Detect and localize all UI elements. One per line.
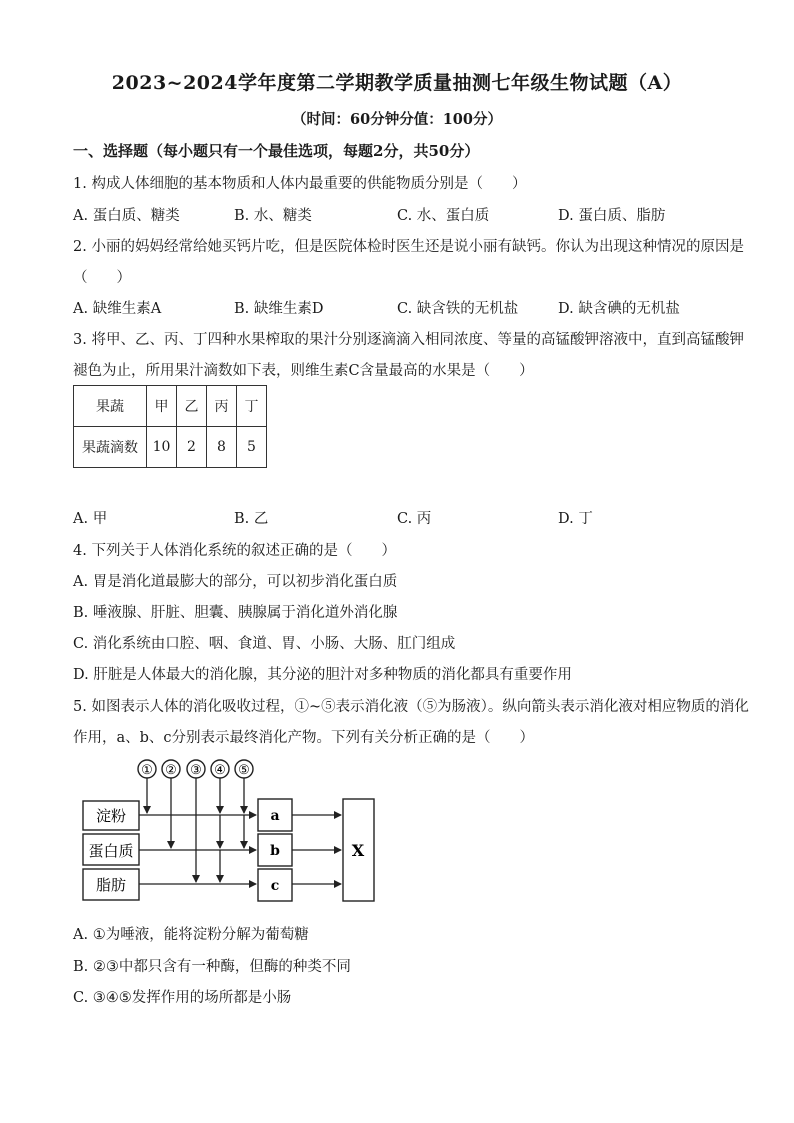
table-header-cell: 丁 (237, 386, 267, 427)
product-boxes (258, 799, 292, 901)
juice-label-5: ⑤ (238, 763, 250, 778)
table-cell: 果蔬滴数 (74, 427, 147, 468)
question-1-option-d: D. 蛋白质、脂肪 (558, 208, 666, 224)
question-1-option-c: C. 水、蛋白质 (397, 208, 490, 224)
product-label-c: c (270, 878, 280, 894)
question-3-option-a: A. 甲 (73, 511, 108, 527)
juice-label-1: ① (141, 763, 153, 778)
question-2-option-c: C. 缺含铁的无机盐 (397, 301, 519, 317)
substance-label-starch: 淀粉 (95, 807, 127, 825)
digestion-diagram (80, 758, 380, 908)
table-header-cell: 丙 (207, 386, 237, 427)
section-heading: 一、选择题（每小题只有一个最佳选项，每题2分，共50分） (73, 142, 480, 160)
table-cell: 2 (177, 427, 207, 468)
question-1-stem: 1. 构成人体细胞的基本物质和人体内最重要的供能物质分别是（ ） (73, 176, 527, 192)
question-5-option-a: A. ①为唾液，能将淀粉分解为葡萄糖 (73, 927, 309, 943)
juice-label-2: ② (165, 763, 177, 778)
question-3-stem: 3. 将甲、乙、丙、丁四种水果榨取的果汁分别逐滴滴入相同浓度、等量的高锰酸钾溶液中，直到高锰酸钾 (73, 332, 744, 348)
table-header-cell: 甲 (147, 386, 177, 427)
target-label-x: X (351, 841, 365, 860)
question-4-option-a: A. 胃是消化道最膨大的部分，可以初步消化蛋白质 (73, 574, 398, 590)
question-1-option-b: B. 水、糖类 (234, 208, 312, 224)
exam-subtitle: （时间：60分钟分值：100分） (292, 111, 502, 128)
table-header-cell: 乙 (177, 386, 207, 427)
question-2-option-d: D. 缺含碘的无机盐 (558, 301, 680, 317)
exam-title: 2023~2024学年度第二学期教学质量抽测七年级生物试题（A） (111, 72, 683, 94)
question-4-option-b: B. 唾液腺、肝脏、胆囊、胰腺属于消化道外消化腺 (73, 605, 398, 621)
question-2-stem: 2. 小丽的妈妈经常给她买钙片吃，但是医院体检时医生还是说小丽有缺钙。你认为出现这种情况的原因是 (73, 239, 744, 255)
question-3-stem-cont: 褪色为止，所用果汁滴数如下表，则维生素C含量最高的水果是（ ） (73, 363, 534, 379)
fruit-drops-table (73, 385, 267, 468)
juice-label-4: ④ (214, 763, 226, 778)
substance-boxes (83, 801, 139, 900)
juice-label-3: ③ (190, 763, 202, 778)
table-cell: 5 (237, 427, 267, 468)
question-3-option-d: D. 丁 (558, 511, 593, 527)
flow-lines (139, 815, 256, 884)
question-3-option-c: C. 丙 (397, 511, 432, 527)
question-2-option-a: A. 缺维生素A (73, 301, 162, 317)
product-label-a: a (270, 808, 280, 824)
question-5-option-b: B. ②③中都只含有一种酶，但酶的种类不同 (73, 959, 351, 975)
absorption-arrows (292, 815, 341, 884)
question-3-option-b: B. 乙 (234, 511, 269, 527)
question-5-stem-cont: 作用，a、b、c分别表示最终消化产物。下列有关分析正确的是（ ） (73, 730, 535, 746)
question-5-option-c: C. ③④⑤发挥作用的场所都是小肠 (73, 990, 292, 1006)
table-row (74, 427, 267, 468)
juice-circles (138, 760, 253, 778)
question-2-stem-cont: （ ） (73, 270, 131, 286)
table-header-cell: 果蔬 (74, 386, 147, 427)
question-5-stem: 5. 如图表示人体的消化吸收过程，①~⑤表示消化液（⑤为肠液）。纵向箭头表示消化液对相应物质的消化 (73, 699, 749, 715)
question-4-stem: 4. 下列关于人体消化系统的叙述正确的是（ ） (73, 543, 396, 559)
table-header-row (74, 386, 267, 427)
question-4-option-c: C. 消化系统由口腔、咽、食道、胃、小肠、大肠、肛门组成 (73, 636, 456, 652)
question-1-option-a: A. 蛋白质、糖类 (73, 208, 180, 224)
question-2-option-b: B. 缺维生素D (234, 301, 324, 317)
juice-arrows (147, 778, 244, 882)
substance-label-fat: 脂肪 (95, 876, 127, 894)
table-cell: 8 (207, 427, 237, 468)
product-label-b: b (270, 843, 280, 859)
substance-label-protein: 蛋白质 (88, 842, 134, 860)
question-4-option-d: D. 肝脏是人体最大的消化腺，其分泌的胆汁对多种物质的消化都具有重要作用 (73, 667, 572, 683)
table-cell: 10 (147, 427, 177, 468)
